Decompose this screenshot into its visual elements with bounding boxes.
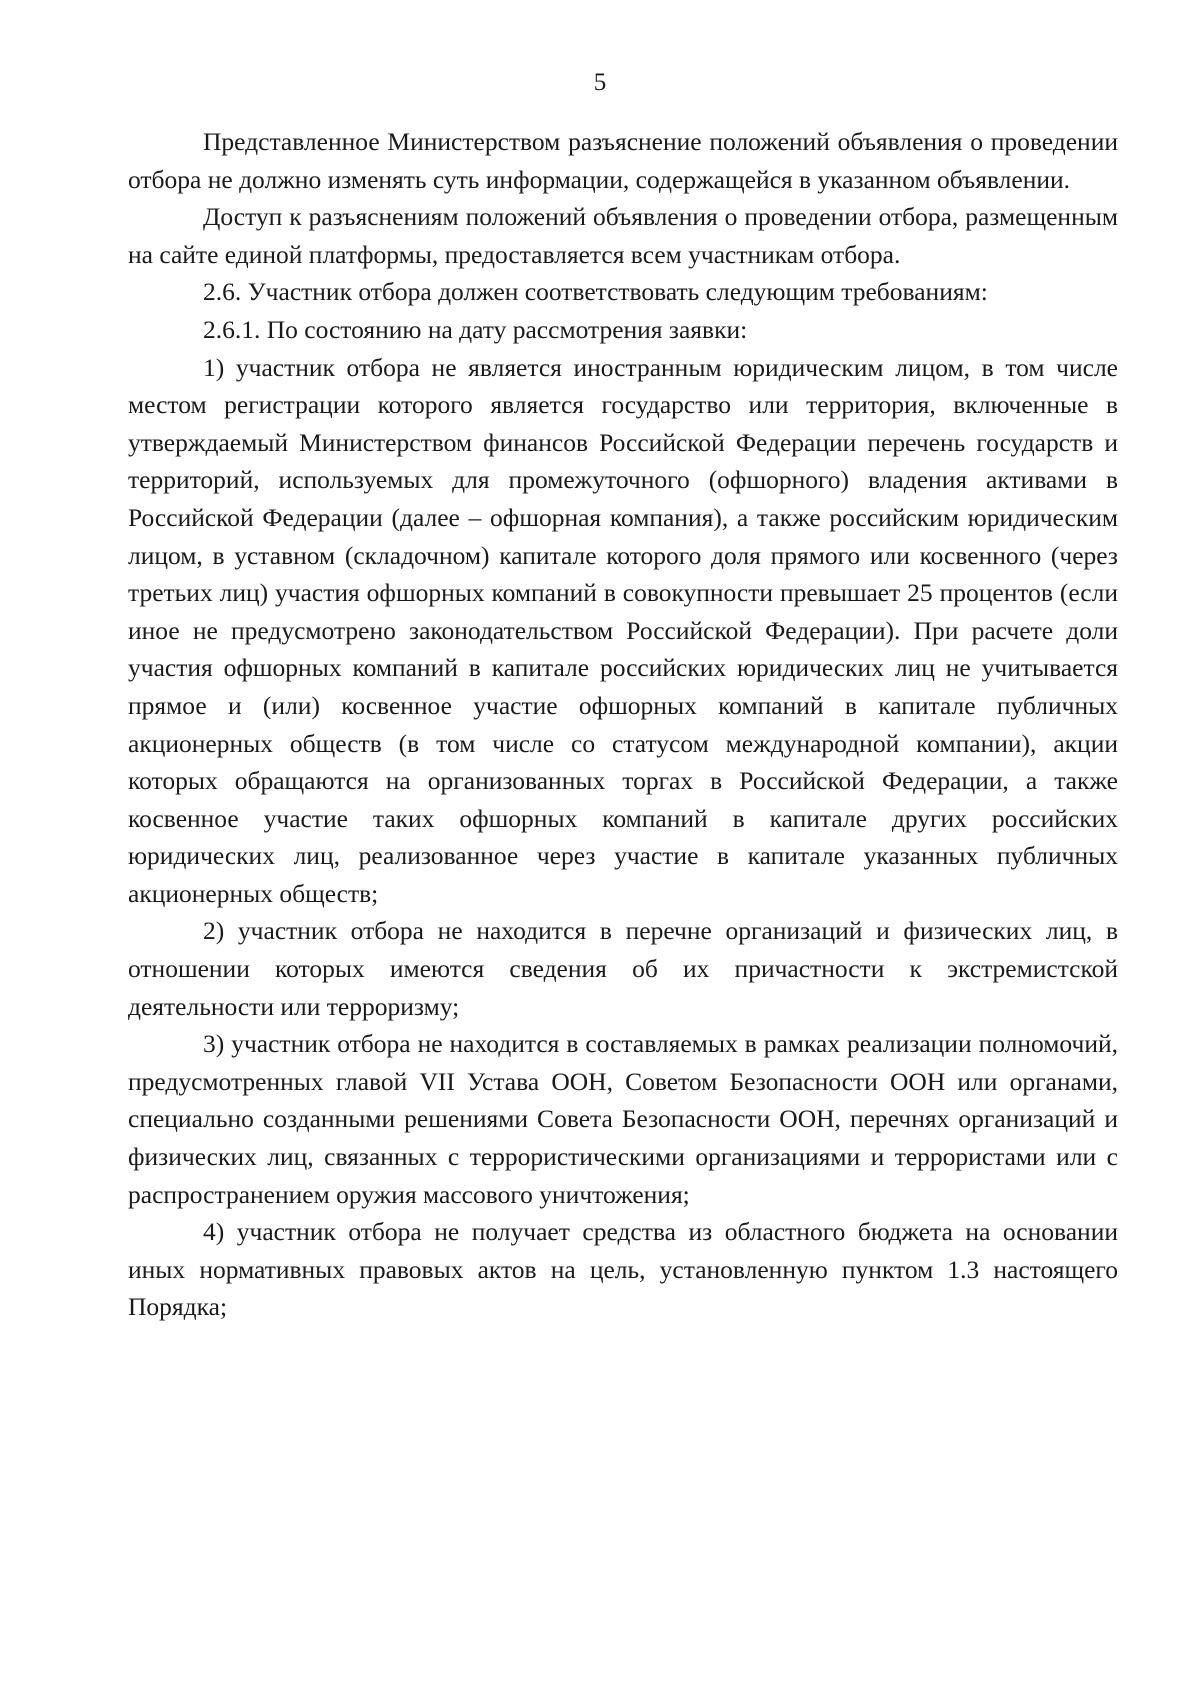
paragraph-requirements-date: 2.6.1. По состоянию на дату рассмотрения заявки: bbox=[203, 314, 748, 344]
page-number: 5 bbox=[593, 69, 607, 96]
paragraph-requirement-3-un-lists: 3) участник отбора не находится в составляемых в рамках реализации полномочий, предусмотренных главой VII Устава ООН, Советом Безопасности ООН или органами, специально созданными решениями Совета Безопасности ООН, перечнях организаций и физических лиц, связанных с террористическими организациями и террористами или с распространением оружия массового уничтожения; bbox=[128, 1029, 1118, 1209]
document-body bbox=[128, 123, 1118, 1326]
paragraph-requirement-1-offshore: 1) участник отбора не является иностранным юридическим лицом, в том числе местом регистрации которого является государство или территория, включенные в утверждаемый Министерством финансов Российской Федерации перечень государств и территорий, используемых для промежуточного (офшорного) владения активами в Российской Федерации (далее – офшорная компания), а также российским юридическим лицом, в уставном (складочном) капитале которого доля прямого или косвенного (через третьих лиц) участия офшорных компаний в совокупности превышает 25 процентов (если иное не предусмотрено законодательством Российской Федерации). При расчете доли участия офшорных компаний в капитале российских юридических лиц не учитывается прямое и (или) косвенное участие офшорных компаний в капитале публичных акционерных обществ (в том числе со статусом международной компании), акции которых обращаются на организованных торгах в Российской Федерации, а также косвенное участие таких офшорных компаний в капитале других российских юридических лиц, реализованное через участие в капитале указанных публичных акционерных обществ; bbox=[128, 352, 1118, 908]
paragraph-requirement-4-budget: 4) участник отбора не получает средства из областного бюджета на основании иных нормативных правовых актов на цель, установленную пунктом 1.3 настоящего Порядка; bbox=[128, 1217, 1118, 1322]
paragraph-requirement-2-extremism: 2) участник отбора не находится в перечне организаций и физических лиц, в отношении которых имеются сведения об их причастности к экстремистской деятельности или терроризму; bbox=[128, 916, 1118, 1021]
paragraph-clarification-access: Доступ к разъяснениям положений объявления о проведении отбора, размещенным на сайте единой платформы, предоставляется всем участникам отбора. bbox=[128, 202, 1118, 269]
paragraph-requirements-heading: 2.6. Участник отбора должен соответствовать следующим требованиям: bbox=[203, 277, 988, 307]
paragraph-clarification-scope: Представленное Министерством разъяснение положений объявления о проведении отбора не должно изменять суть информации, содержащейся в указанном объявлении. bbox=[128, 127, 1118, 194]
